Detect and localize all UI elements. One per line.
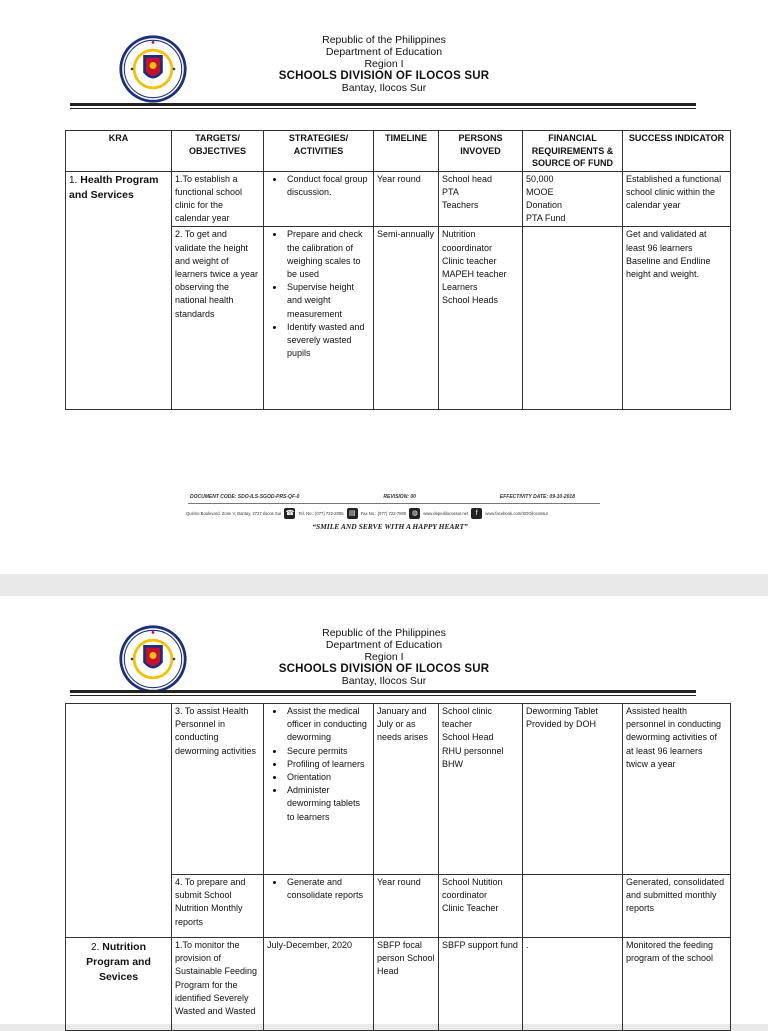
header-rule-thin (70, 108, 696, 109)
person-item: Clinic teacher (442, 255, 497, 266)
header-division: SCHOOLS DIVISION OF ILOCOS SUR (278, 70, 490, 82)
timeline-cell: Semi-annually (374, 227, 439, 410)
financial-cell (523, 171, 623, 227)
person-item: PTA (442, 186, 459, 197)
success-cell: Assisted health personnel in conducting deworming activities of at least 96 learners twicw a year (623, 704, 731, 875)
financial-cell (523, 704, 623, 875)
extra-cell: . (523, 938, 623, 1031)
footer-rule (188, 503, 600, 504)
deped-seal-icon (118, 624, 188, 694)
document-control-info (190, 494, 575, 500)
person-item: School head (442, 173, 493, 184)
strategy-item: • Administer deworming tablets to learners (285, 784, 370, 824)
letterhead-text (240, 627, 528, 687)
header-department: Department of Education (325, 46, 443, 58)
person-item: Teachers (442, 199, 479, 210)
person-item: School Nutition (442, 877, 503, 887)
table-row (66, 704, 731, 875)
person-item: MAPEH teacher (442, 268, 507, 279)
target-cell: 1.To establish a functional school clinic for the calendar year (172, 171, 264, 227)
kra-cell (66, 938, 172, 1031)
table-row (66, 938, 731, 1031)
header-location: Bantay, Ilocos Sur (341, 82, 427, 94)
strategy-item: • Conduct focal group discussion. (285, 173, 370, 199)
telephone: Tel. No.: (077) 722-2055 (298, 511, 344, 516)
kra-label: Nutrition Program and Sevices (86, 941, 151, 983)
header-region: Region I (364, 58, 404, 70)
financial-cell: SBFP support fund (439, 938, 523, 1031)
persons-cell (439, 875, 523, 938)
strategy-item: • Generate and consolidate reports (285, 876, 370, 902)
person-item: coordinator (442, 890, 488, 901)
persons-cell (439, 704, 523, 875)
person-item: School Head (442, 732, 494, 743)
persons-cell (439, 227, 523, 410)
kra-cell (66, 171, 172, 410)
financial-item: Provided by DOH (526, 719, 597, 730)
financial-cell (523, 875, 623, 938)
telephone-icon: ☎ (285, 510, 295, 517)
kra-label: Health Program and Services (69, 173, 159, 201)
strategy-item: • Orientation (285, 771, 370, 784)
strategy-item: • Identify wasted and severely wasted pupils (285, 321, 370, 361)
strategy-item: • Profiling of learners (285, 758, 370, 771)
financial-item: Deworming Tablet (526, 706, 598, 716)
header-rule-thick (70, 690, 696, 693)
header-location: Bantay, Ilocos Sur (341, 675, 427, 687)
action-plan-table-page-2 (65, 703, 731, 1031)
timeline-cell: Year round (374, 171, 439, 227)
motto: “SMILE AND SERVE WITH A HAPPY HEART” (312, 522, 468, 531)
target-cell: 3. To assist Health Personnel in conducting deworming activities (172, 704, 264, 875)
financial-item: MOOE (526, 186, 554, 197)
effectivity-date: EFFECTIVITY DATE: 09-10-2018 (499, 494, 575, 500)
address: Quirino Boulevard, Zone V, Bantay, 2727 Ilocos Sur (186, 511, 282, 516)
person-item: Learners (442, 282, 478, 293)
header-rule-thin (70, 695, 696, 696)
kra-cell (66, 704, 172, 938)
header-rule-thick (70, 103, 696, 106)
col-header-success: SUCCESS INDICATOR (623, 131, 731, 172)
target-cell: 1.To monitor the provision of Sustainable Feeding Program for the identified Severely Wasted and Wasted (172, 938, 264, 1031)
header-republic: Republic of the Philippines (322, 34, 446, 46)
kra-number: 2. (90, 942, 100, 953)
strategies-cell (264, 227, 374, 410)
person-item: Clinic Teacher (442, 903, 499, 914)
success-cell: Monitored the feeding program of the school (623, 938, 731, 1031)
strategies-cell (264, 171, 374, 227)
deped-seal-icon (118, 34, 188, 104)
table-row (66, 171, 731, 227)
strategy-item: • Supervise height and weight measurement (285, 281, 370, 321)
letterhead-text (240, 34, 528, 94)
kra-number: 1. (69, 174, 78, 186)
person-item: RHU personnel (442, 745, 504, 756)
col-header-strategies: STRATEGIES/ ACTIVITIES (264, 131, 374, 172)
timeline-cell: January and July or as needs arises (374, 704, 439, 875)
financial-item: 50,000 (526, 173, 554, 184)
financial-item: Donation (526, 199, 563, 210)
strategies-cell (264, 875, 374, 938)
header-department: Department of Education (325, 639, 443, 651)
col-header-targets: TARGETS/ OBJECTIVES (172, 131, 264, 172)
timeline-cell: Year round (374, 875, 439, 938)
contact-line (186, 508, 606, 519)
persons-cell: SBFP focal person School Head (374, 938, 439, 1031)
facebook-page[interactable]: www.facebook.com/SDOilocossur (485, 511, 549, 516)
action-plan-table-page-1 (65, 130, 731, 410)
website-icon: ◍ (409, 508, 420, 519)
target-cell: 4. To prepare and submit School Nutrition Monthly reports (172, 875, 264, 938)
strategy-item: • Secure permits (285, 745, 370, 758)
success-cell: Get and validated at least 96 learners Baseline and Endline height and weight. (623, 227, 731, 410)
strategies-cell (264, 704, 374, 875)
financial-cell (523, 227, 623, 410)
website[interactable]: www.depedilocossur.net (423, 511, 469, 516)
col-header-timeline: TIMELINE (374, 131, 439, 172)
success-cell: Established a functional school clinic within the calendar year (623, 171, 731, 227)
person-item: teacher (442, 719, 473, 730)
revision: REVISION: 00 (383, 494, 416, 500)
letterhead (0, 596, 768, 706)
fax: Fax No.: (077) 722-7800 (360, 511, 407, 516)
strategy-item: • Assist the medical officer in conducting deworming (285, 705, 370, 745)
col-header-kra: KRA (66, 131, 172, 172)
timeline-cell: July-December, 2020 (264, 938, 374, 1031)
table-header-row (66, 131, 731, 172)
person-item: School clinic (442, 706, 493, 716)
target-cell: 2. To get and validate the height and weight of learners twice a year observing the national health standards (172, 227, 264, 410)
header-division: SCHOOLS DIVISION OF ILOCOS SUR (278, 663, 490, 675)
person-item: Nutrition (442, 229, 476, 240)
letterhead (0, 0, 768, 110)
fax-icon: ▤ (347, 508, 358, 519)
col-header-financial: FINANCIAL REQUIREMENTS & SOURCE OF FUND (523, 131, 623, 172)
success-cell: Generated, consolidated and submitted monthly reports (623, 875, 731, 938)
document-code: DOCUMENT CODE: SDO-ILS-SGOD-PRS-QF-0 (190, 494, 300, 500)
person-item: BHW (442, 758, 463, 769)
header-region: Region I (364, 651, 404, 663)
col-header-persons: PERSONS INVOVED (439, 131, 523, 172)
person-item: School Heads (442, 295, 499, 306)
financial-item: PTA Fund (526, 213, 566, 224)
header-republic: Republic of the Philippines (322, 627, 446, 639)
strategy-item: • Prepare and check the calibration of weighing scales to be used (285, 228, 370, 281)
facebook-icon: f (471, 508, 482, 519)
persons-cell (439, 171, 523, 227)
person-item: cooordinator (442, 242, 493, 253)
